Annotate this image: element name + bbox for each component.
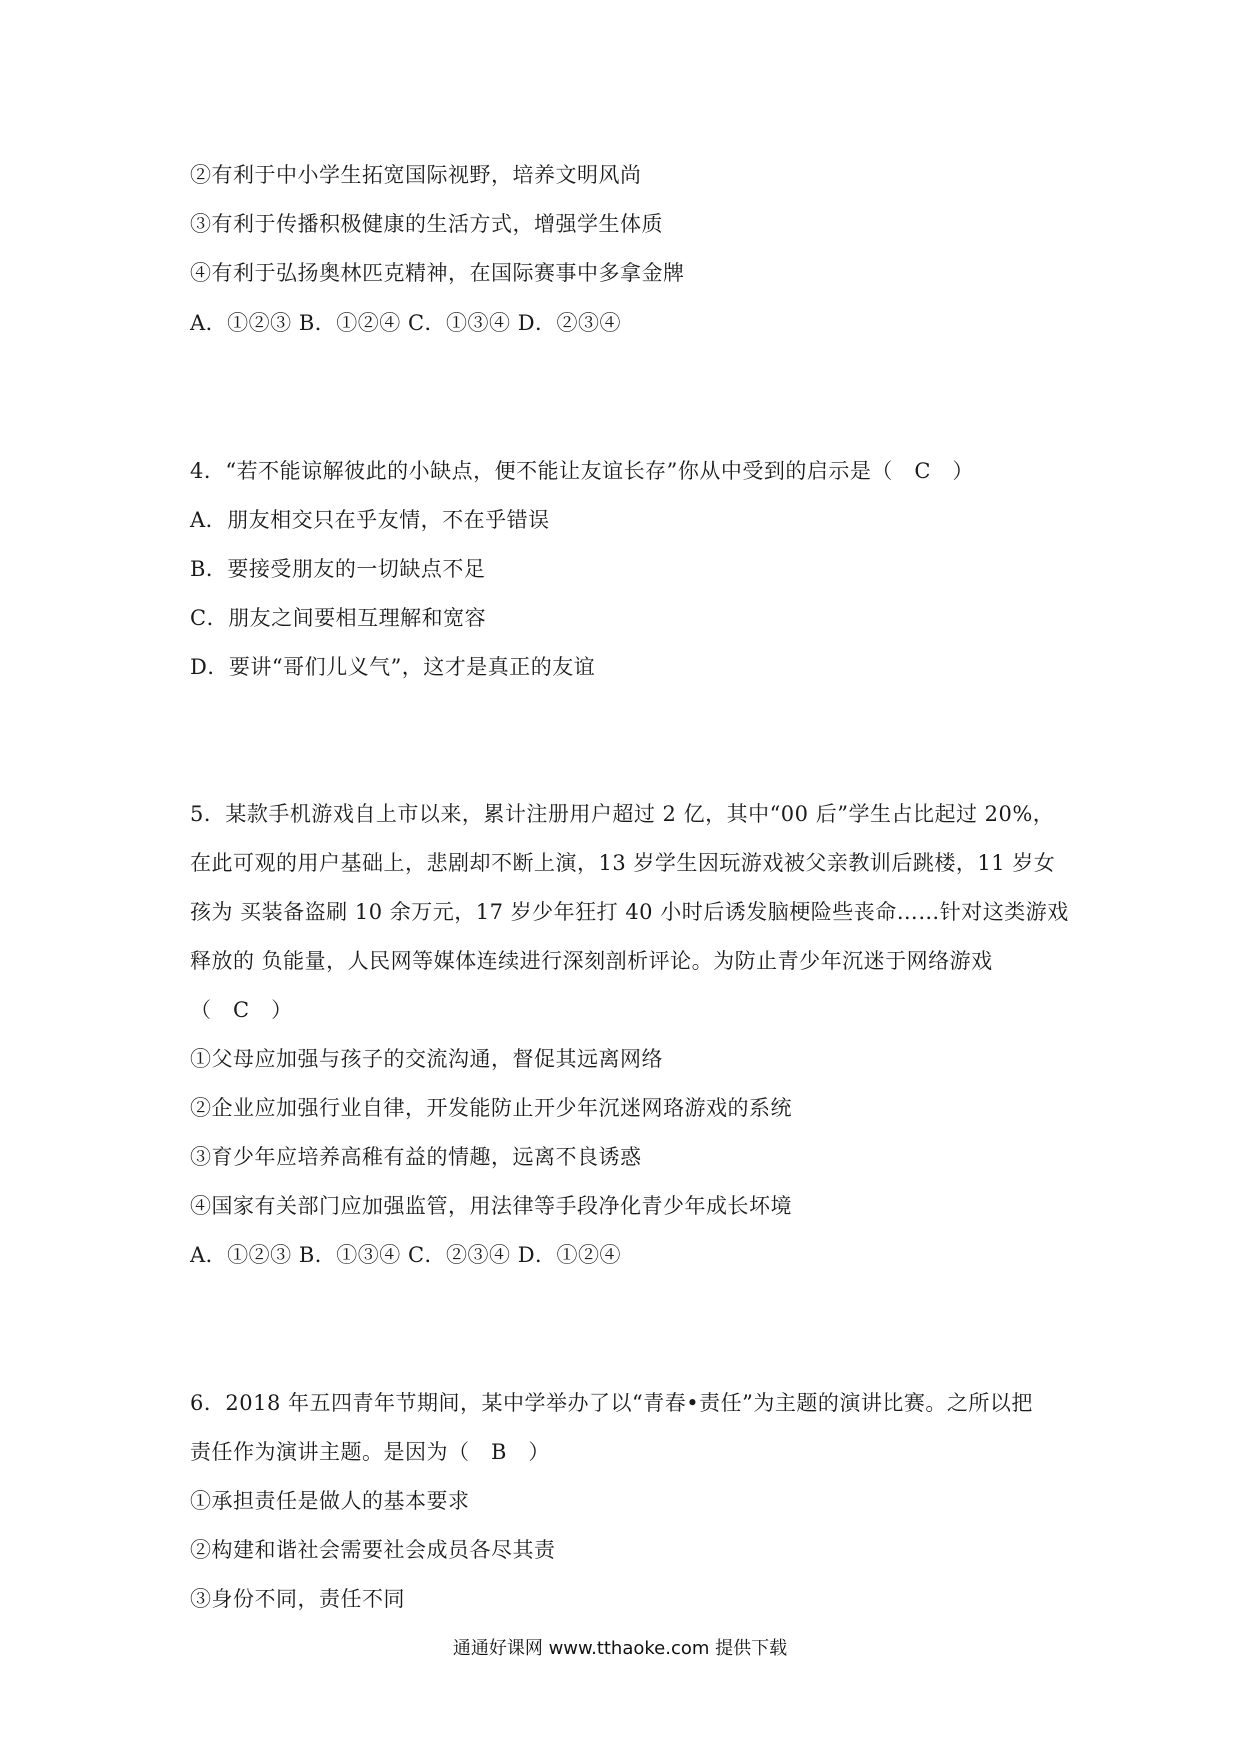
q6-stem-line-1: 6．2018 年五四青年节期间，某中学举办了以“青春•责任”为主题的演讲比赛。之所以把 xyxy=(190,1391,1033,1415)
q5-option-2: ②企业应加强行业自律，开发能防止开少年沉迷网珞游戏的系统 xyxy=(190,1096,792,1120)
q5-stem-line-2: 在此可观的用户基础上，悲剧却不断上演，13 岁学生因玩游戏被父亲教训后跳楼，11 岁女 xyxy=(190,851,1056,875)
q4-choice-b: B．要接受朋友的一切缺点不足 xyxy=(190,557,486,581)
q5-answer: （ C ） xyxy=(190,998,293,1022)
q5-stem-line-3: 孩为 买装备盗刷 10 余万元，17 岁少年狂打 40 小时后诱发脑梗险些丧命……针对这类游戏 xyxy=(190,900,1069,924)
q3-option-4: ④有利于弘扬奥林匹克精神，在国际赛事中多拿金牌 xyxy=(190,261,685,285)
q4-choice-a: A．朋友相交只在乎友情，不在乎错误 xyxy=(190,508,550,532)
q4-stem: 4．“若不能谅解彼此的小缺点，便不能让友谊长存”你从中受到的启示是（ C ） xyxy=(190,459,974,483)
q5-choices: A．①②③ B．①③④ C．②③④ D．①②④ xyxy=(190,1243,622,1267)
q5-option-1: ①父母应加强与孩子的交流沟通，督促其远离网络 xyxy=(190,1047,663,1071)
q4-choice-c: C．朋友之间要相互理解和宽容 xyxy=(190,606,487,630)
q5-stem-line-1: 5．某款手机游戏自上市以来，累计注册用户超过 2 亿，其中“00 后”学生占比起过 20%， xyxy=(190,802,1055,826)
page-footer: 通通好课网 www.tthaoke.com 提供下载 xyxy=(452,1638,788,1659)
q6-stem-line-2: 责任作为演讲主题。是因为（ B ） xyxy=(190,1440,550,1464)
q4-choice-d: D．要讲“哥们儿义气”，这才是真正的友谊 xyxy=(190,655,596,679)
q5-stem-line-4: 释放的 负能量，人民网等媒体连续进行深刻剖析评论。为防止青少年沉迷于网络游戏 xyxy=(190,949,993,973)
q3-option-3: ③有利于传播积极健康的生活方式，增强学生体质 xyxy=(190,212,663,236)
q5-option-4: ④国家有关部门应加强监管，用法律等手段净化青少年成长坏境 xyxy=(190,1194,792,1218)
q3-option-2: ②有利于中小学生拓宽国际视野，培养文明风尚 xyxy=(190,163,642,187)
q6-option-3: ③身份不同，责任不同 xyxy=(190,1587,405,1611)
q5-option-3: ③育少年应培养高稚有益的情趣，远离不良诱惑 xyxy=(190,1145,642,1169)
q3-choices: A．①②③ B．①②④ C．①③④ D．②③④ xyxy=(190,311,622,335)
q6-option-2: ②构建和谐社会需要社会成员各尽其责 xyxy=(190,1538,556,1562)
q6-option-1: ①承担责任是做人的基本要求 xyxy=(190,1489,470,1513)
